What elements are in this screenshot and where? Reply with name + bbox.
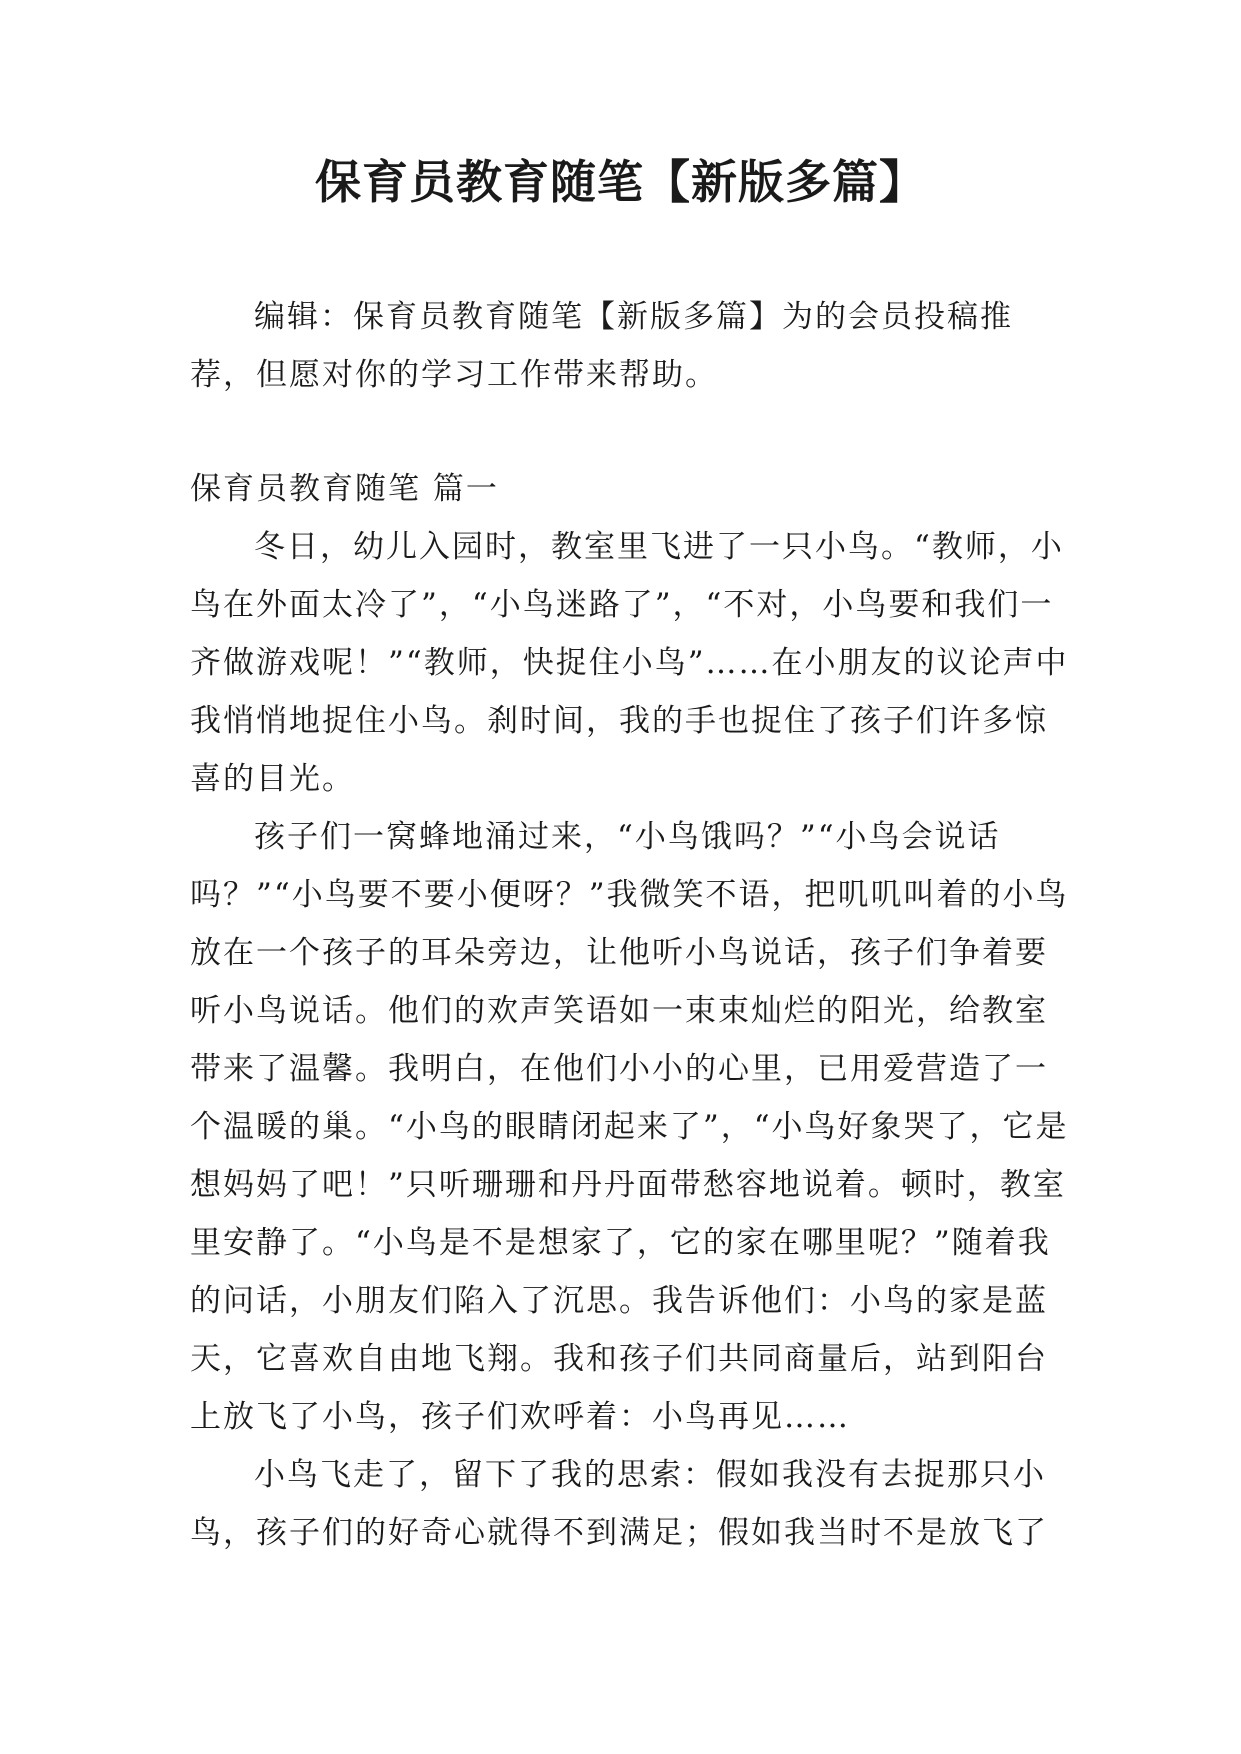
section-heading: 保育员教育随笔 篇一 [190,471,499,507]
document-title: 保育员教育随笔【新版多篇】 [315,155,926,209]
paragraph-2: 孩子们一窝蜂地涌过来，“小鸟饿吗？”“小鸟会说话吗？”“小鸟要不要小便呀？”我微笑不语，把叽叽叫着的小鸟放在一个孩子的耳朵旁边，让他听小鸟说话，孩子们争着要听小鸟说话。他们的欢声笑语如一束束灿烂的阳光，给教室带来了温馨。我明白，在他们小小的心里，已用爱营造了一个温暖的巢。“小鸟的眼睛闭起来了”，“小鸟好象哭了，它是想妈妈了吧！”只听珊珊和丹丹面带愁容地说着。顿时，教室里安静了。“小鸟是不是想家了，它的家在哪里呢？”随着我的问话，小朋友们陷入了沉思。我告诉他们：小鸟的家是蓝天，它喜欢自由地飞翔。我和孩子们共同商量后，站到阳台上放飞了小鸟，孩子们欢呼着：小鸟再见…… [190,819,1069,1435]
article-body [190,460,1070,1562]
intro-paragraph: 编辑：保育员教育随笔【新版多篇】为的会员投稿推荐，但愿对你的学习工作带来帮助。 [190,299,1013,393]
paragraph-1: 冬日，幼儿入园时，教室里飞进了一只小鸟。“教师，小鸟在外面太冷了”，“小鸟迷路了”，“不对，小鸟要和我们一齐做游戏呢！”“教师，快捉住小鸟”……在小朋友的议论声中我悄悄地捉住小鸟。刹时间，我的手也捉住了孩子们许多惊喜的目光。 [190,529,1069,797]
paragraph-3: 小鸟飞走了，留下了我的思索：假如我没有去捉那只小鸟，孩子们的好奇心就得不到满足；假如我当时不是放飞了 [190,1457,1048,1551]
